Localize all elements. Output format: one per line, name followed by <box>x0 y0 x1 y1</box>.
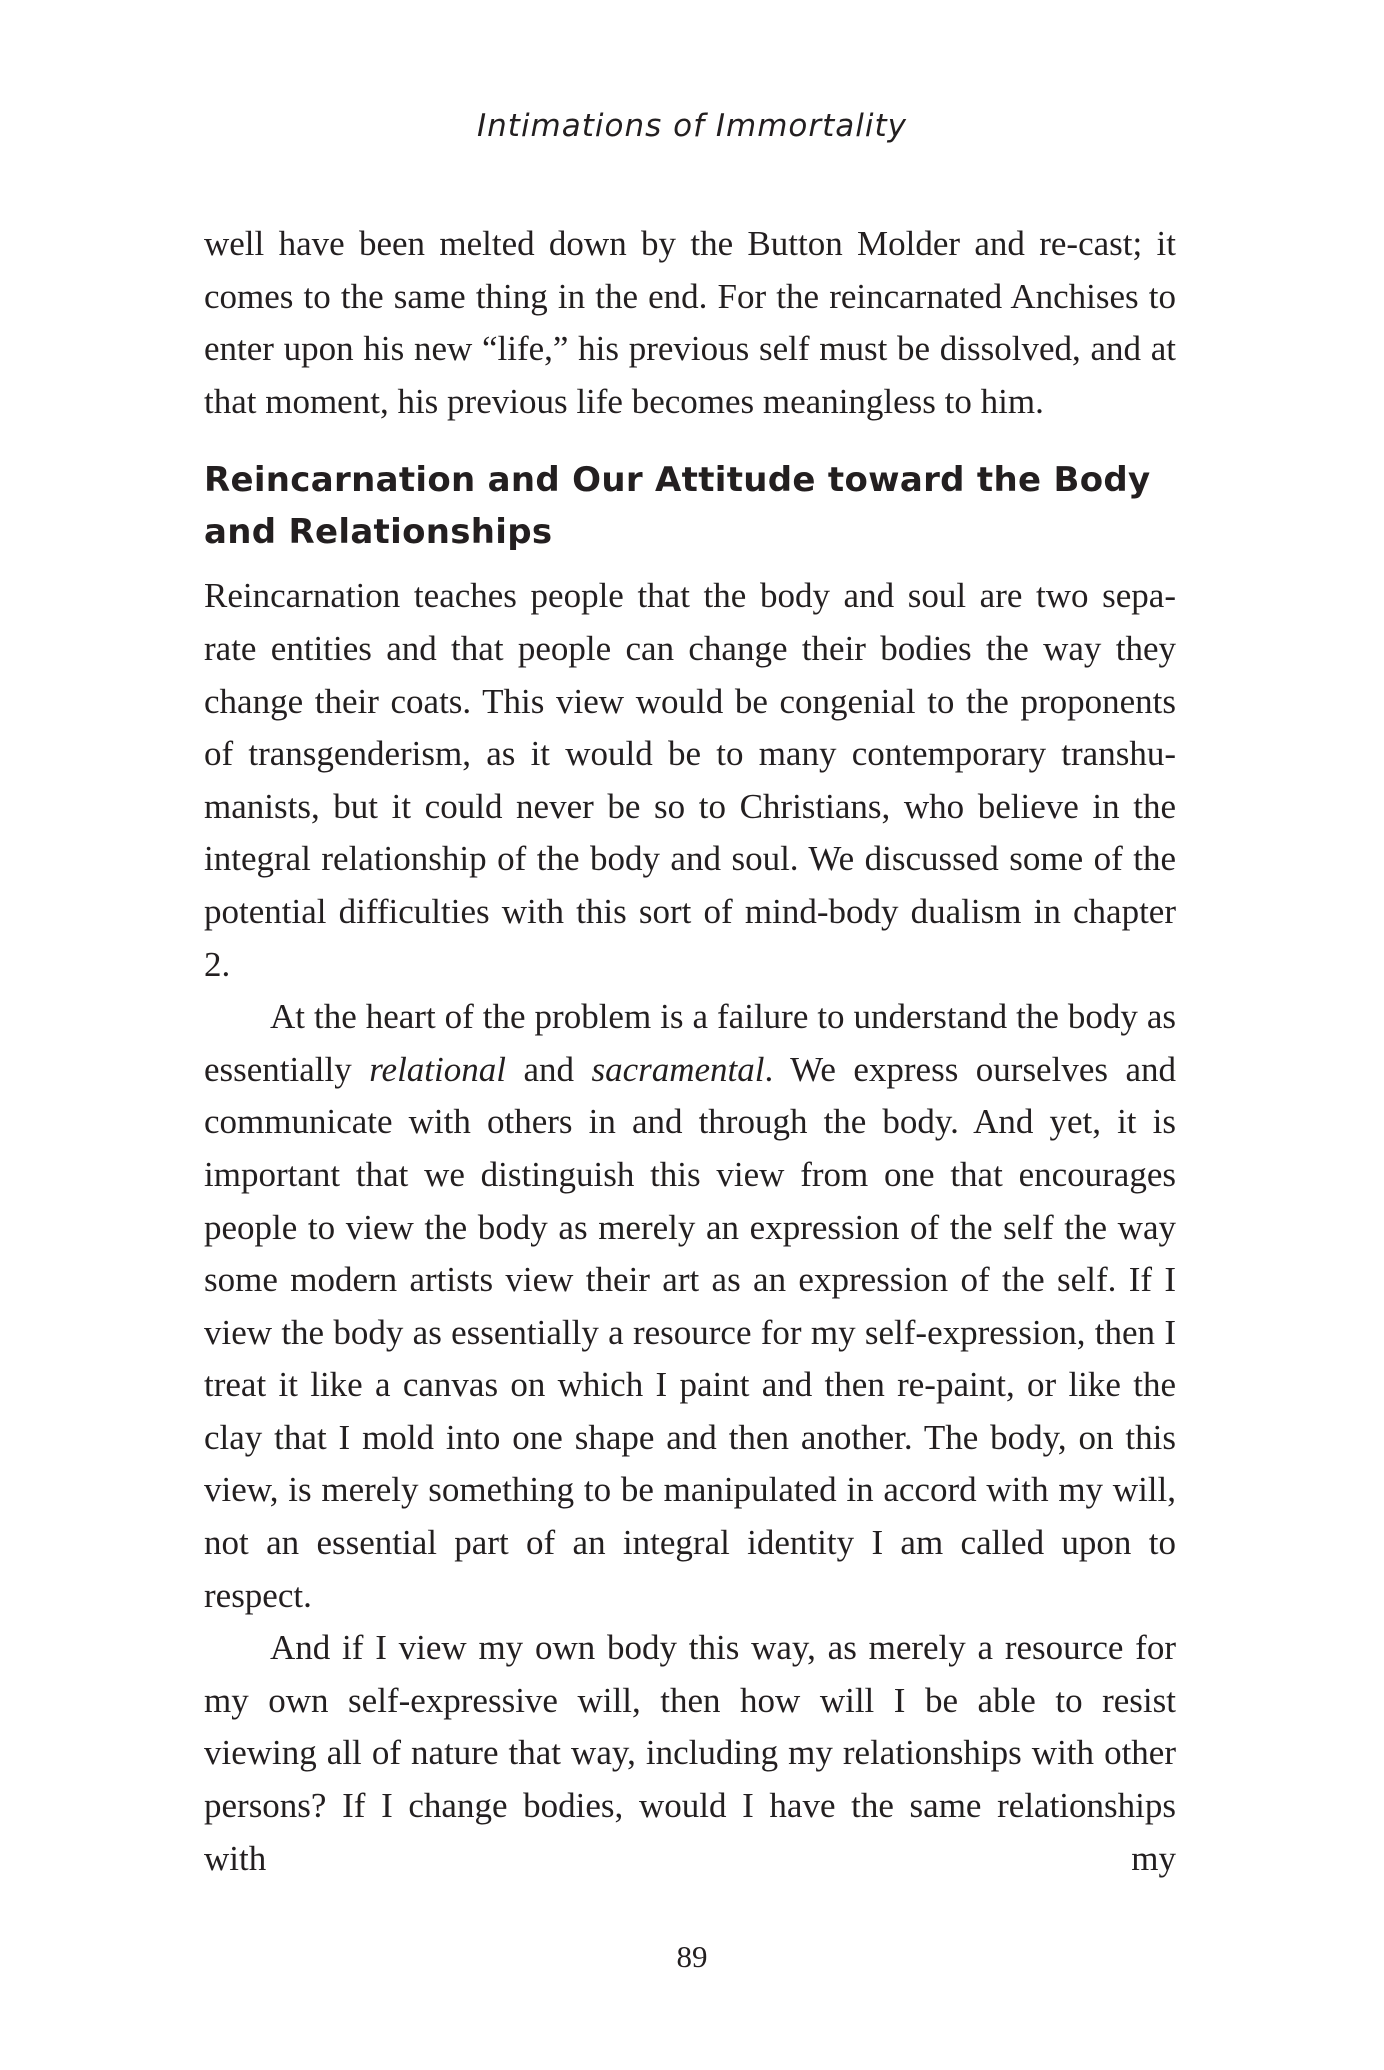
section-heading-line-2: and Relationships <box>204 512 553 553</box>
paragraph-own-body: And if I view my own body this way, as merely a resource for my own self-expressive will, then how will I be able to resist viewing all of nature that way, including my relationships with other persons? If I change bodies, would I have the same relationships with my <box>204 1628 1176 1878</box>
emphasis-relational: relational <box>369 1049 506 1089</box>
page-number: 89 <box>676 1939 708 1974</box>
paragraph-reincarnation: Reincarnation teaches people that the body and soul are two sepa-​rate entities and that people can change their bodies the way they change their coats. This view would be congenial to the proponents of transgenderism, as it would be to many contemporary transhu-​manists, but it could never be so to Christians, who believe in the integral relationship of the body and soul. We discussed some of the potential difficulties with this sort of mind-body dualism in chapter 2. <box>204 576 1176 984</box>
section-heading-line-1: Reincarnation and Our Attitude toward the Body <box>204 460 1151 501</box>
paragraph-text: At the heart of the problem is a failure to understand the body as essentially <box>204 997 1176 1089</box>
running-head: Intimations of Immortality <box>477 108 907 144</box>
emphasis-sacramental: sacramental <box>591 1049 765 1089</box>
section-heading <box>204 428 1176 570</box>
paragraph-text: and <box>505 1049 592 1089</box>
paragraph-heart-of-problem <box>204 991 1176 1622</box>
paragraph-continuation: well have been melted down by the Button Molder and re-cast; it comes to the same thing in the end. For the reincarnated Anchises to enter upon his new “life,” his previous self must be dissolved, and at that moment, his previous life becomes meaningless to him. <box>204 224 1176 421</box>
body-text <box>204 218 1176 1885</box>
paragraph-text: . We express ourselves and communicate with others in and through the body. And yet, it is important that we distinguish this view from one that encourages people to view the body as merely an expression of the self the way some modern artists view their art as an expression of the self. If I view the body as essentially a resource for my self-expression, then I treat it like a canvas on which I paint and then re-paint, or like the clay that I mold into one shape and then another. The body, on this view, is merely something to be manipulated in accord with my will, not an essential part of an integral identity I am called upon to respect. <box>204 1049 1176 1615</box>
